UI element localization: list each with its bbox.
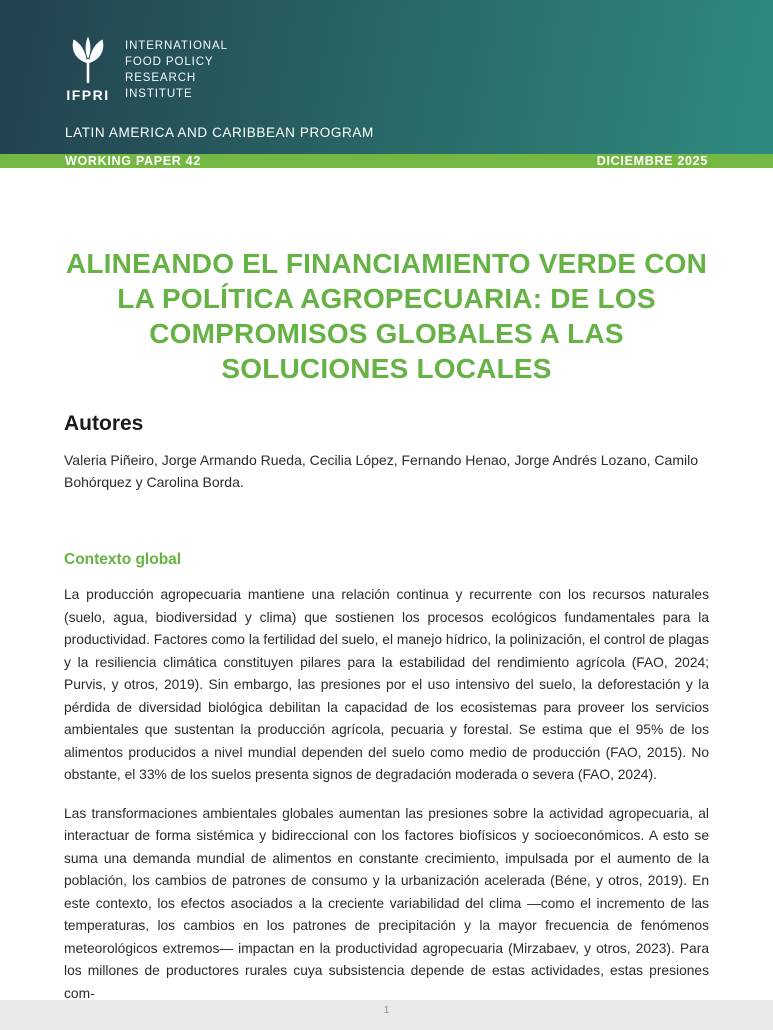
authors-heading: Autores [64, 412, 144, 435]
section-heading-contexto-global: Contexto global [64, 551, 182, 569]
working-paper-bar [0, 154, 773, 168]
ifpri-org-name [125, 34, 228, 102]
org-line: FOOD POLICY [125, 56, 214, 69]
paragraph-2: Las transformaciones ambientales globales aumentan las presiones sobre la actividad agropecuaria, al interactuar de forma sistémica y bidireccional con los factores biofísicos y socioeconómicos. A esto se suma una demanda mundial de alimentos en constante crecimiento, impulsada por el aumento de la población, los cambios de patrones de consumo y la urbanización acelerada (Béne, y otros, 2019). En este contexto, los efectos asociados a la creciente variabilidad del clima —como el incremento de las temperaturas, los cambios en los patrones de precipitación y la mayor frecuencia de fenómenos meteorológicos extremos— impactan en la productividad agropecuaria (Mirzabaev, y otros, 2023). Para los millones de productores rurales cuya subsistencia depende de estas actividades, estas presiones com- [64, 805, 709, 1001]
ifpri-acronym: IFPRI [66, 87, 110, 103]
header [0, 0, 773, 154]
paragraph-1: La producción agropecuaria mantiene una relación continua y recurrente con los recursos naturales (suelo, agua, biodiversidad y clima) que sostienen los procesos ecológicos fundamentales para la productividad. Factores como la fertilidad del suelo, el manejo hídrico, la polinización, el control de plagas y la resiliencia climática constituyen pilares para la estabilidad del rendimiento agrícola (FAO, 2024; Purvis, y otros, 2019). Sin embargo, las presiones por el uso intensivo del suelo, la deforestación y la pérdida de diversidad biológica debilitan la capacidad de los ecosistemas para proveer los servicios ambientales que sustentan la producción agrícola, pecuaria y forestal. Se estima que el 95% de los alimentos producidos a nivel mundial dependen del suelo como medio de producción (FAO, 2015). No obstante, el 33% de los suelos presenta signos de degradación moderada o severa (FAO, 2024). [64, 587, 709, 783]
org-line: RESEARCH [125, 72, 197, 85]
plant-leaf-icon [68, 34, 108, 84]
authors-list: Valeria Piñeiro, Jorge Armando Rueda, Cecilia López, Fernando Henao, Jorge Andrés Lozano, Camilo Bohórquez y Carolina Borda. [64, 452, 698, 490]
org-line: INSTITUTE [125, 88, 193, 101]
ifpri-logo-mark [65, 34, 111, 103]
working-paper-label: WORKING PAPER 42 [65, 154, 201, 168]
issue-date-label: DICIEMBRE 2025 [596, 154, 708, 168]
document-body [0, 168, 773, 1030]
org-line: INTERNATIONAL [125, 40, 228, 52]
page-number: 1 [383, 1005, 390, 1017]
ifpri-logo [65, 34, 708, 103]
program-title: LATIN AMERICA AND CARIBBEAN PROGRAM [65, 125, 374, 140]
paper-title: ALINEANDO EL FINANCIAMIENTO VERDE CON LA POLÍTICA AGROPECUARIA: DE LOS COMPROMISOS GLOBALES A LAS SOLUCIONES LOCALES [65, 248, 708, 384]
